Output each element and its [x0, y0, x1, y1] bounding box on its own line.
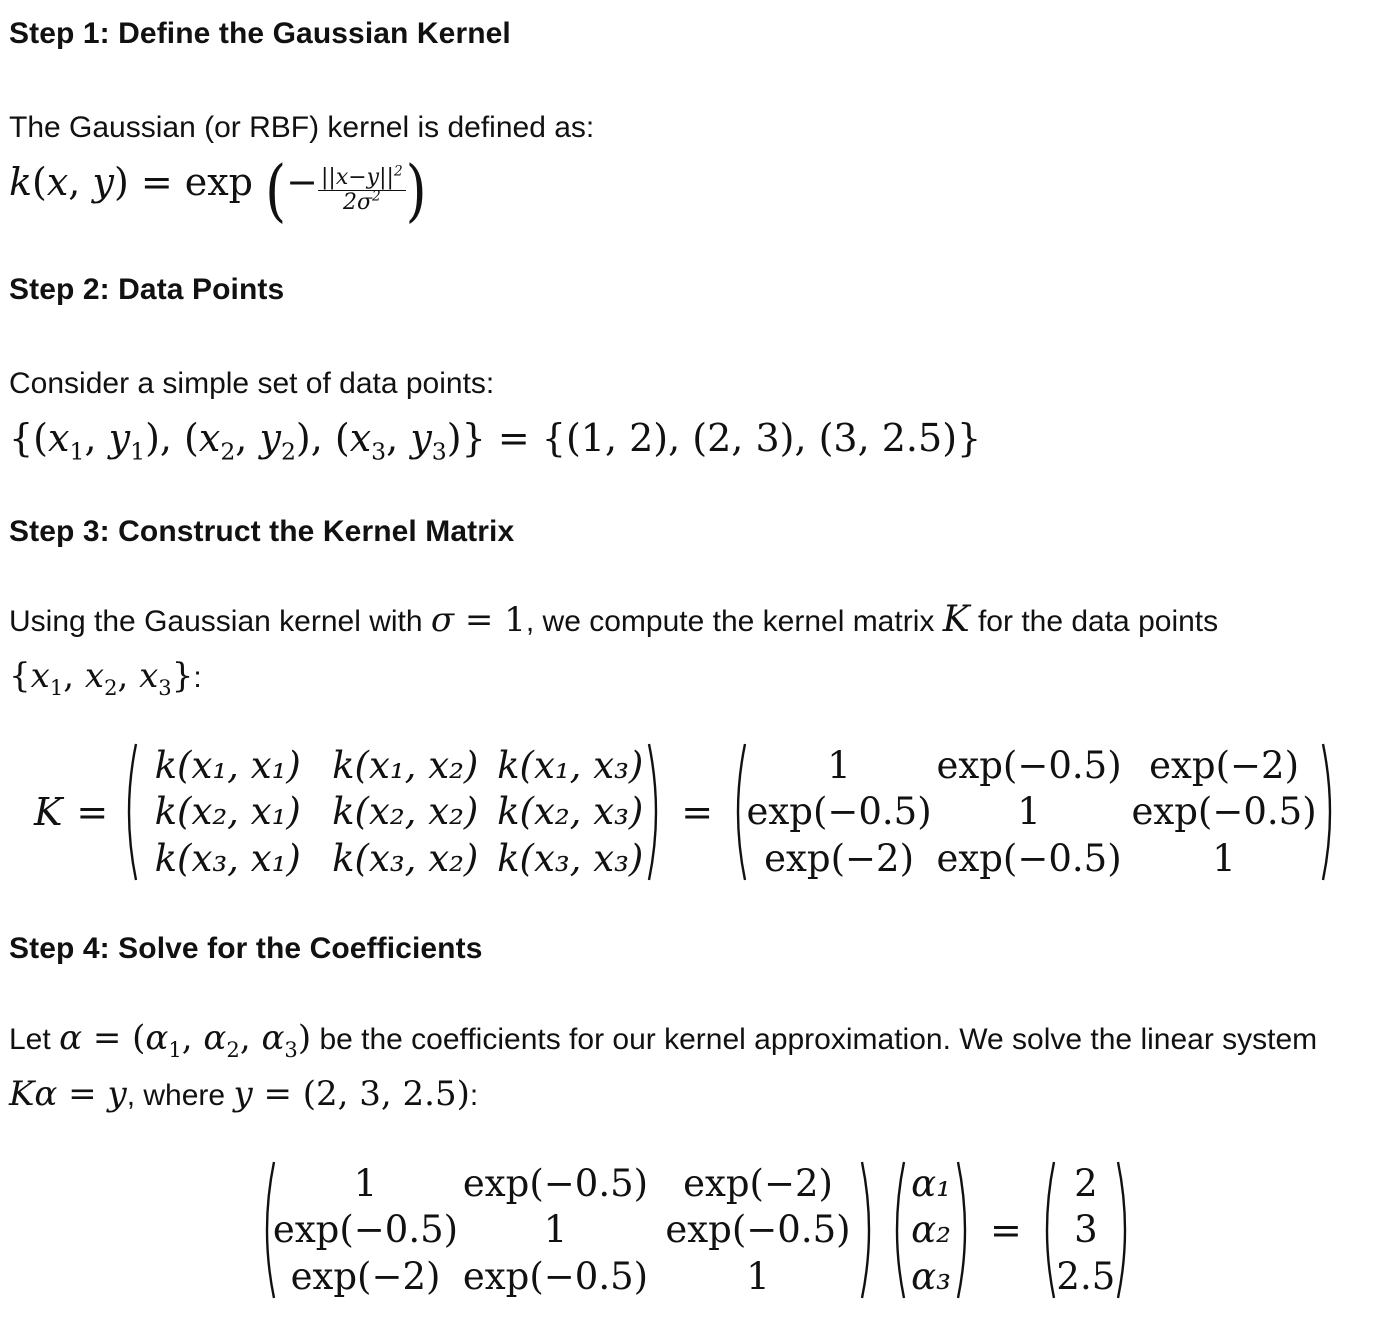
matrix-cell: k(x₃, x₁)	[154, 837, 301, 881]
kernel-matrix-K	[258, 1160, 878, 1300]
alpha-vector	[888, 1160, 974, 1300]
matrix-cell: 1	[746, 1255, 770, 1299]
matrix-cell: 1	[543, 1208, 568, 1252]
matrix-cell: k(x₂, x₃)	[497, 790, 644, 834]
matrix-cell: 1	[1017, 790, 1041, 834]
right-paren	[1114, 1160, 1134, 1300]
data-points-set: {($x_1$, $y_1$), ($x_2$, $y_2$), ($x_3$, $y_3)\} = \{(1$, 2), (2, 3), (3, 2.5)}	[9, 416, 982, 466]
matrix-cell: exp(−0.5)	[936, 743, 1122, 787]
left-paren	[120, 742, 140, 882]
step4-heading: Step 4: Solve for the Coefficients	[9, 932, 483, 965]
step3-heading: Step 3: Construct the Kernel Matrix	[9, 515, 515, 548]
right-paren	[858, 1160, 878, 1300]
matrix-cell: exp(−2)	[290, 1255, 441, 1299]
matrix-cell: exp(−0.5)	[936, 837, 1122, 881]
matrix-cell: k(x₁, x₁)	[154, 743, 301, 787]
matrix-cell: k(x₁, x₃)	[497, 743, 644, 787]
gaussian-kernel-formula: k(x, y) = exp (− $\frac{||x-y||^2}{2\sigma^2}$ )	[9, 150, 427, 230]
step1-heading: Step 1: Define the Gaussian Kernel	[9, 17, 511, 50]
matrix-cell: exp(−0.5)	[1131, 790, 1317, 834]
numeric-kernel-matrix	[729, 742, 1339, 882]
step3-text-line1: Using the Gaussian kernel with σ = 1, we compute the kernel matrix K for the data points	[9, 599, 1219, 640]
matrix-cell: 1	[1212, 837, 1236, 881]
left-paren	[1038, 1160, 1058, 1300]
matrix-cell: exp(−0.5)	[272, 1208, 459, 1252]
symbolic-kernel-matrix	[120, 742, 665, 882]
matrix-cell: k(x₁, x₂)	[332, 743, 479, 787]
step3-text-line2: {$x_1$, $x_2$, $x_3$}:	[9, 656, 202, 700]
matrix-cell: 1	[827, 743, 851, 787]
vector-cell: 2.5	[1056, 1255, 1116, 1299]
y-vector	[1038, 1160, 1134, 1300]
matrix-cell: k(x₂, x₁)	[154, 790, 301, 834]
left-paren	[888, 1160, 908, 1300]
kernel-matrix-equation: K = k(x₁, x₁) k(x₁, x₂) k(x₁, x₃) k(x₂, x₁) k(x₂, x₂) k(x₂, x₃) k(x₃, x₁) k(x₃, x₂) k(x₃, x₃) = 1 exp(−0.5) exp(−2) exp(−0.5) 1 exp(−0.5) exp(−2) exp(−0.5) 1	[34, 742, 1339, 882]
matrix-cell: 1	[353, 1161, 378, 1205]
matrix-cell: exp(−0.5)	[665, 1208, 851, 1252]
step4-text-line2: Kα = y, where y = (2, 3, 2.5):	[9, 1074, 479, 1114]
linear-system-equation: 1 exp(−0.5) exp(−2) exp(−0.5) 1 exp(−0.5) exp(−2) exp(−0.5) 1 α₁ α₂ α₃ = 2 3 2.5	[258, 1160, 1134, 1300]
right-paren	[954, 1160, 974, 1300]
matrix-cell: exp(−0.5)	[462, 1255, 649, 1299]
vector-cell: 3	[1074, 1208, 1098, 1252]
step4-text-line1: Let $\alpha = (\alpha_1$, $\alpha_2$, $\alpha_3$) be the coefficients for our kernel approximation. We solve the linear system	[9, 1018, 1318, 1062]
vector-cell: α₃	[911, 1255, 951, 1299]
matrix-cell: exp(−2)	[683, 1161, 833, 1205]
vector-cell: 2	[1074, 1161, 1098, 1205]
matrix-cell: exp(−2)	[1149, 743, 1300, 787]
matrix-cell: exp(−2)	[764, 837, 915, 881]
step2-intro: Consider a simple set of data points:	[9, 367, 495, 400]
matrix-cell: k(x₃, x₂)	[332, 837, 479, 881]
right-paren	[1319, 742, 1339, 882]
matrix-cell: exp(−0.5)	[462, 1161, 649, 1205]
matrix-cell: k(x₂, x₂)	[332, 790, 479, 834]
vector-cell: α₂	[911, 1208, 951, 1252]
step2-heading: Step 2: Data Points	[9, 273, 285, 306]
matrix-cell: k(x₃, x₃)	[497, 837, 644, 881]
right-paren	[645, 742, 665, 882]
step1-intro: The Gaussian (or RBF) kernel is defined as:	[9, 111, 595, 144]
matrix-cell: exp(−0.5)	[746, 790, 932, 834]
vector-cell: α₁	[911, 1161, 951, 1205]
